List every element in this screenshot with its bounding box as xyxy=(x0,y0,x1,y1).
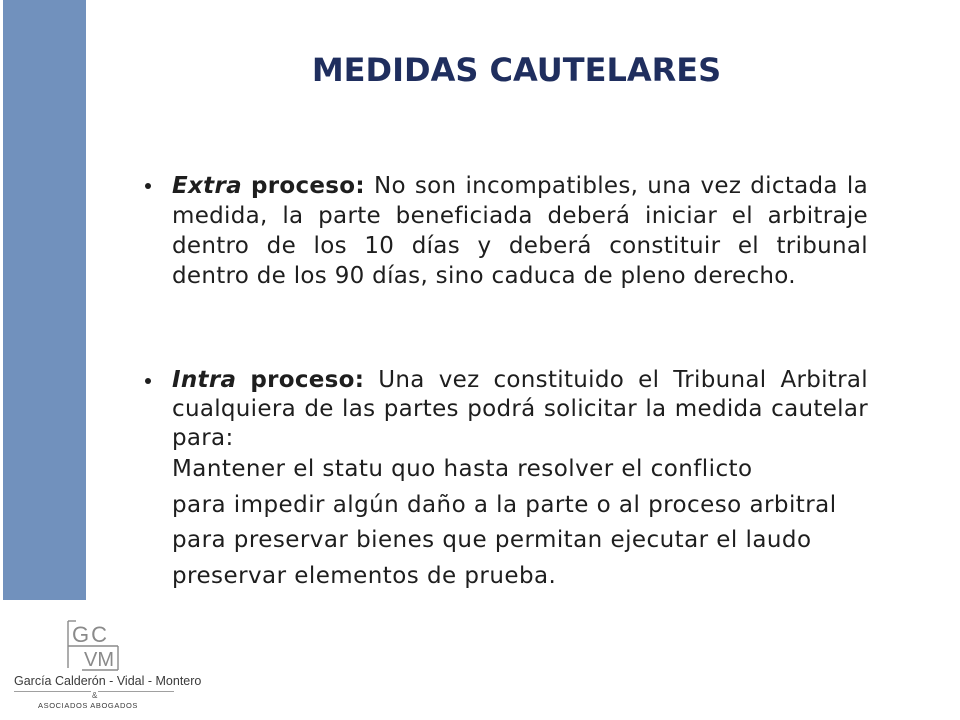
purpose-item: para preservar bienes que permitan ejecutar el laudo xyxy=(172,527,812,553)
purpose-item: Mantener el statu quo hasta resolver el conflicto xyxy=(172,456,753,482)
firm-name: García Calderón - Vidal - Montero xyxy=(14,674,202,688)
bullet-1-term-italic: Extra xyxy=(172,173,242,199)
bullet-extra-proceso xyxy=(172,171,868,291)
bullet-2-term-italic: Intra xyxy=(172,367,237,393)
bullet-1-line-3: dentro de los 10 días y deberá constituir el tribunal xyxy=(172,233,868,259)
bullet-intra-proceso xyxy=(172,366,868,453)
bullet-icon xyxy=(145,183,151,189)
bullet-2-line-3: para: xyxy=(172,425,234,451)
bullet-1-line-2: medida, la parte beneficiada deberá iniciar el arbitraje xyxy=(172,203,868,229)
bullet-2-line-2: cualquiera de las partes podrá solicitar la medida cautelar xyxy=(172,396,868,422)
bullet-2-first-line-text: Una vez constituido el Tribunal Arbitral xyxy=(378,367,868,393)
firm-subtitle: ASOCIADOS ABOGADOS xyxy=(38,701,138,710)
purpose-item: preservar elementos de prueba. xyxy=(172,562,557,589)
logo-monogram-top: GC xyxy=(72,622,109,647)
bullet-1-term-bold: proceso: xyxy=(250,173,365,199)
bullet-1-line-1 xyxy=(172,171,868,201)
logo-monogram-bottom: VM xyxy=(84,649,114,671)
bullet-1-line-4: dentro de los 90 días, sino caduca de pleno derecho. xyxy=(172,263,796,289)
slide-title: MEDIDAS CAUTELARES xyxy=(311,51,722,89)
purpose-item: para impedir algún daño a la parte o al proceso arbitral xyxy=(172,491,837,518)
bullet-2-line-1 xyxy=(172,366,868,395)
bullet-icon xyxy=(145,378,151,384)
logo-ampersand: & xyxy=(92,691,98,700)
purposes-list xyxy=(172,452,892,594)
gcvm-logo-icon xyxy=(60,618,124,672)
sidebar-accent-bar xyxy=(3,0,86,600)
bullet-1-first-line-text: No son incompatibles, una vez dictada la xyxy=(373,173,868,199)
bullet-2-term-bold: proceso: xyxy=(250,367,365,393)
